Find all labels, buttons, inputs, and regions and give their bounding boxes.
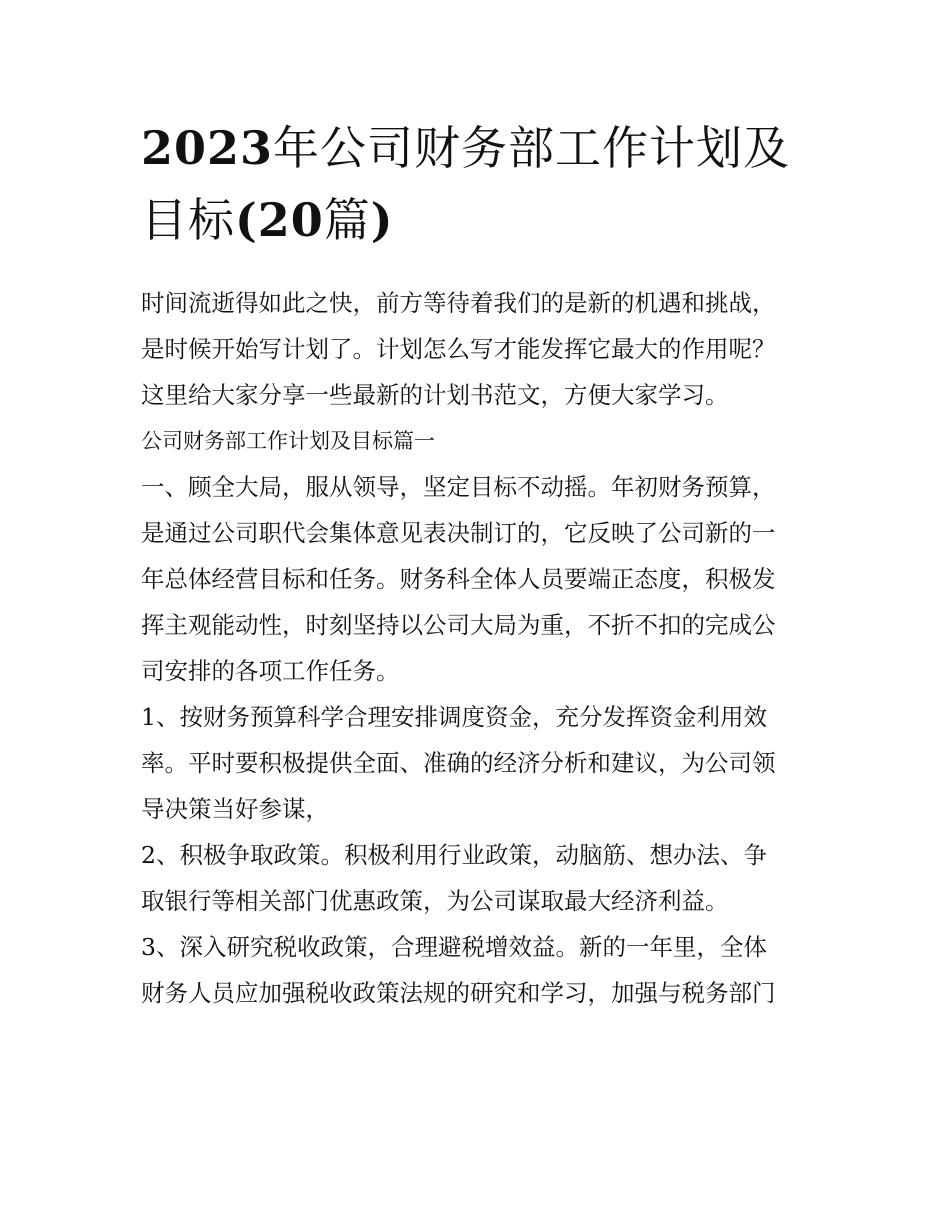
paragraph-4 [141, 924, 813, 1016]
title-count-close: ) [370, 193, 394, 247]
paragraph-1 [141, 464, 813, 694]
paragraph-3 [141, 832, 813, 924]
paragraph-line: 财务人员应加强税收政策法规的研究和学习，加强与税务部门 [141, 979, 776, 1007]
paragraph-line: 司安排的各项工作任务。 [141, 657, 400, 685]
document-page [141, 112, 813, 1016]
intro-paragraph [141, 280, 813, 418]
paragraph-line: 是通过公司职代会集体意见表决制订的，它反映了公司新的一 [141, 519, 776, 547]
paragraph-line: 取银行等相关部门优惠政策，为公司谋取最大经济利益。 [141, 887, 729, 915]
paragraph-line: 年总体经营目标和任务。财务科全体人员要端正态度，积极发 [141, 565, 776, 593]
document-title [141, 112, 813, 256]
section-heading: 公司财务部工作计划及目标篇一 [141, 429, 435, 453]
document-body [141, 280, 813, 1016]
title-count-open: (20 [235, 193, 324, 247]
title-year: 2023 [141, 121, 274, 175]
paragraph-line: 1、按财务预算科学合理安排调度资金，充分发挥资金利用效 [141, 703, 767, 731]
intro-line: 时间流逝得如此之快，前方等待着我们的是新的机遇和挑战， [141, 289, 776, 317]
paragraph-line: 率。平时要积极提供全面、准确的经济分析和建议，为公司领 [141, 749, 776, 777]
paragraph-line: 3、深入研究税收政策，合理避税增效益。新的一年里，全体 [141, 933, 767, 961]
paragraph-line: 一、顾全大局，服从领导，坚定目标不动摇。年初财务预算， [141, 473, 776, 501]
title-line-2 [141, 184, 813, 256]
paragraph-line: 挥主观能动性，时刻坚持以公司大局为重，不折不扣的完成公 [141, 611, 776, 639]
title-text-1: 年公司财务部工作计划及 [273, 121, 791, 175]
intro-line: 是时候开始写计划了。计划怎么写才能发挥它最大的作用呢？ [141, 335, 776, 363]
title-text-2: 目标 [141, 193, 235, 247]
intro-line: 这里给大家分享一些最新的计划书范文，方便大家学习。 [141, 381, 729, 409]
paragraph-line: 导决策当好参谋， [141, 795, 329, 823]
title-text-3: 篇 [323, 193, 371, 247]
paragraph-2 [141, 694, 813, 832]
title-line-1 [141, 112, 813, 184]
paragraph-line: 2、积极争取政策。积极利用行业政策，动脑筋、想办法、争 [141, 841, 767, 869]
